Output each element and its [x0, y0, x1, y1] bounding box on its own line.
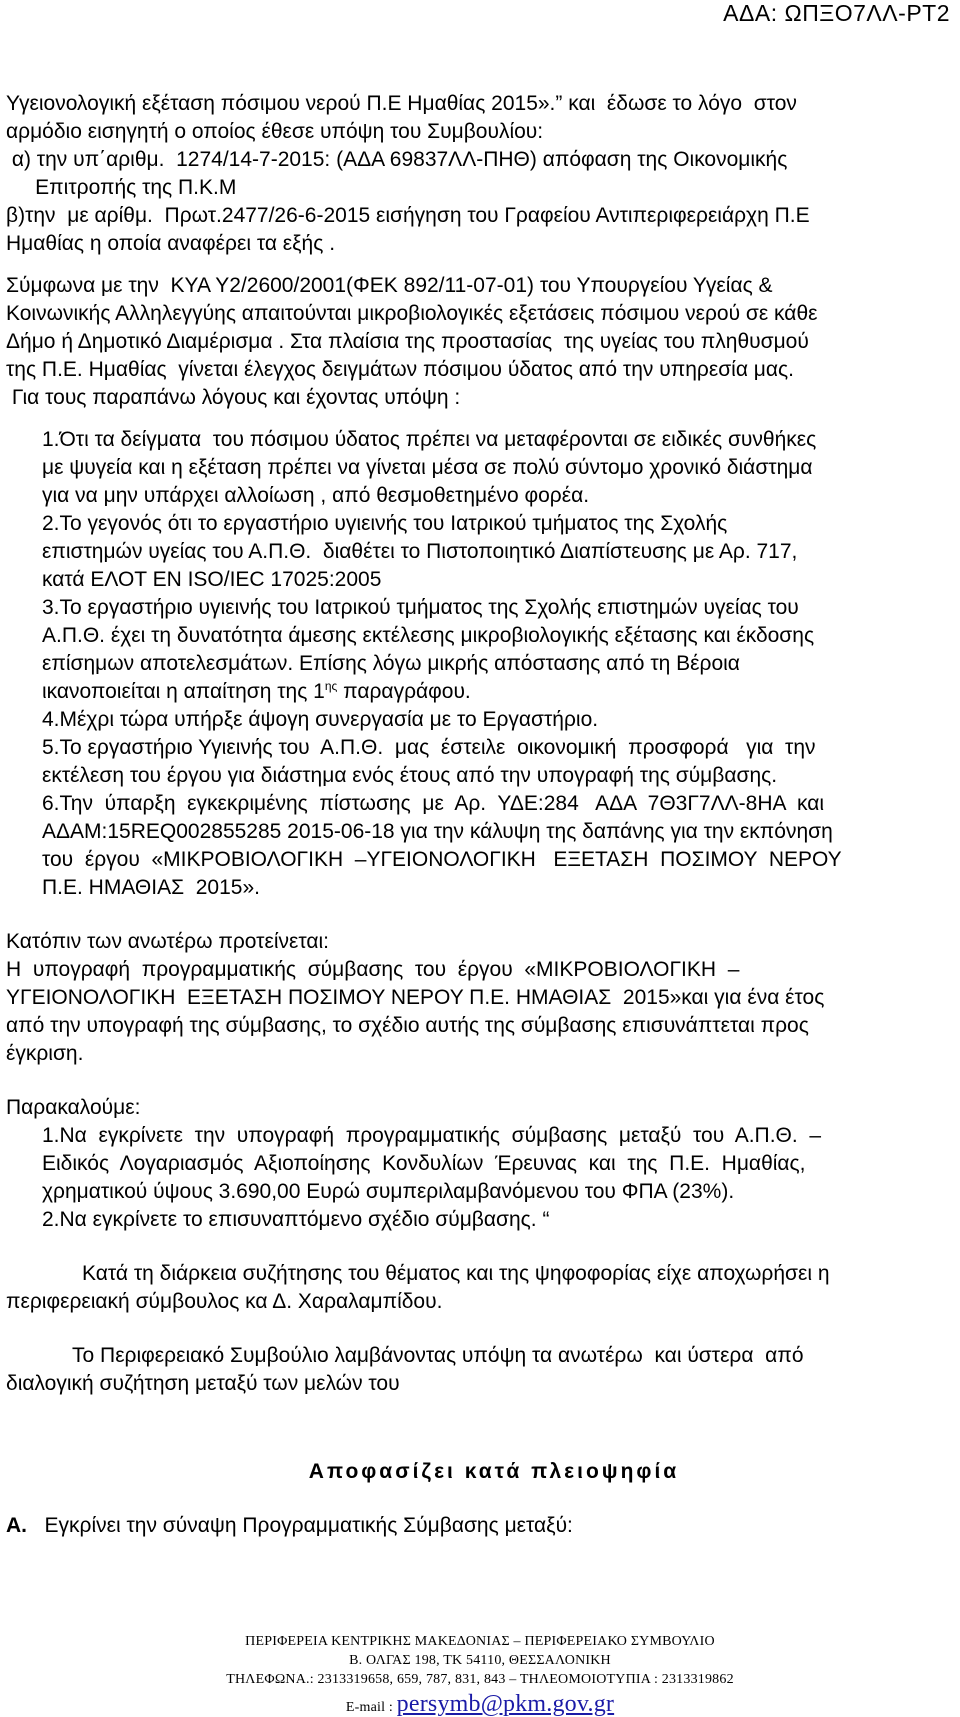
- council-line: Το Περιφερειακό Συμβούλιο λαμβάνοντας υπόψη τα ανωτέρω και ύστερα από: [72, 1344, 804, 1367]
- list-item: του έργου «ΜΙΚΡΟΒΙΟΛΟΓΙΚΗ –ΥΓΕΙΟΝΟΛΟΓΙΚΗ ΕΞΕΤΑΣΗ ΠΟΣΙΜΟΥ ΝΕΡΟΥ: [42, 848, 842, 871]
- list-item: εκτέλεση του έργου για διάστημα ενός έτους από την υπογραφή της σύμβασης.: [42, 764, 778, 787]
- list-item: 1.Ότι τα δείγματα του πόσιμου ύδατος πρέπει να μεταφέρονται σε ειδικές συνθήκες: [42, 428, 817, 451]
- footer-phones: ΤΗΛΕΦΩΝΑ.: 2313319658, 659, 787, 831, 843 – ΤΗΛΕΟΜΟΙΟΤΥΠΙΑ : 2313319862: [226, 1672, 734, 1687]
- beta-line: Ημαθίας η οποία αναφέρει τα εξής .: [6, 232, 336, 255]
- withdraw-line: Κατά τη διάρκεια συζήτησης του θέματος και της ψηφοφορίας είχε αποχωρήσει η: [82, 1262, 830, 1285]
- alpha-line: Επιτροπής της Π.Κ.Μ: [6, 176, 237, 199]
- kya-line: Δήμο ή Δημοτικό Διαμέρισμα . Στα πλαίσια της προστασίας της υγείας του πληθυσμού: [6, 330, 809, 353]
- council-line: διαλογική συζήτηση μεταξύ των μελών του: [6, 1372, 400, 1395]
- footer-org: ΠΕΡΙΦΕΡΕΙΑ ΚΕΝΤΡΙΚΗΣ ΜΑΚΕΔΟΝΙΑΣ – ΠΕΡΙΦΕΡΕΙΑΚΟ ΣΥΜΒΟΥΛΙΟ: [245, 1634, 715, 1649]
- point-a-text: Εγκρίνει την σύναψη Προγραμματικής Σύμβασης μεταξύ:: [44, 1514, 573, 1537]
- email-link[interactable]: persymb@pkm.gov.gr: [396, 1691, 615, 1717]
- page-footer: [0, 1632, 960, 1717]
- list-item: 3.Το εργαστήριο υγιεινής του Ιατρικού τμήματος της Σχολής επιστημών υγείας του: [42, 596, 799, 619]
- list-item: κατά ΕΛΟΤ ΕΝ ISO/IEC 17025:2005: [42, 568, 382, 591]
- list-item: επίσημων αποτελεσμάτων. Επίσης λόγω μικρής απόστασης από τη Βέροια: [42, 652, 740, 675]
- withdraw-line: περιφερειακή σύμβουλος κα Δ. Χαραλαμπίδου.: [6, 1290, 443, 1313]
- footer-address: Β. ΟΛΓΑΣ 198, ΤΚ 54110, ΘΕΣΣΑΛΟΝΙΚΗ: [349, 1653, 611, 1668]
- beta-line: β)την με αρίθμ. Πρωτ.2477/26-6-2015 εισήγηση του Γραφείου Αντιπεριφερειάρχη Π.Ε: [6, 204, 810, 227]
- decision-heading: Αποφασίζει κατά πλειοψηφία: [308, 1460, 680, 1483]
- item3-text: ικανοποιείται η απαίτηση της 1: [42, 680, 325, 703]
- list-item: Π.Ε. ΗΜΑΘΙΑΣ 2015».: [42, 876, 260, 899]
- kya-line: Σύμφωνα με την ΚΥΑ Υ2/2600/2001(ΦΕΚ 892/11-07-01) του Υπουργείου Υγείας &: [6, 274, 773, 297]
- numbered-list: [6, 426, 952, 902]
- list-item: Α.Π.Θ. έχει τη δυνατότητα άμεσης εκτέλεσης μικροβιολογικής εξέτασης και έκδοσης: [42, 624, 815, 647]
- request-item: 1.Να εγκρίνετε την υπογραφή προγραμματικής σύμβασης μεταξύ του Α.Π.Θ. –: [42, 1124, 822, 1147]
- proposal-line: ΥΓΕΙΟΝΟΛΟΓΙΚΗ ΕΞΕΤΑΣΗ ΠΟΣΙΜΟΥ ΝΕΡΟΥ Π.Ε. ΗΜΑΘΙΑΣ 2015»και για ένα έτος: [6, 986, 825, 1009]
- alpha-line: α) την υπ΄αριθμ. 1274/14-7-2015: (ΑΔΑ 69837ΛΛ-ΠΗΘ) απόφαση της Οικονομικής: [6, 148, 788, 171]
- kya-line: Για τους παραπάνω λόγους και έχοντας υπόψη :: [6, 386, 461, 409]
- document-body: [6, 90, 952, 1540]
- list-item: [42, 678, 952, 706]
- list-item: επιστημών υγείας του Α.Π.Θ. διαθέτει το Πιστοποιητικό Διαπίστευσης με Αρ. 717,: [42, 540, 798, 563]
- email-label: E-mail :: [345, 1700, 393, 1715]
- list-item: 5.Το εργαστήριο Υγιεινής του Α.Π.Θ. μας έστειλε οικονομική προσφορά για την: [42, 736, 816, 759]
- kya-line: της Π.Ε. Ημαθίας γίνεται έλεγχος δειγμάτων πόσιμου ύδατος από την υπηρεσία μας.: [6, 358, 795, 381]
- intro-line: αρμόδιο εισηγητή ο οποίος έθεσε υπόψη του Συμβουλίου:: [6, 120, 544, 143]
- list-item: 4.Μέχρι τώρα υπήρξε άψογη συνεργασία με το Εργαστήριο.: [42, 708, 599, 731]
- proposal-line: Κατόπιν των ανωτέρω προτείνεται:: [6, 930, 329, 953]
- list-item: 2.Το γεγονός ότι το εργαστήριο υγιεινής του Ιατρικού τμήματος της Σχολής: [42, 512, 728, 535]
- footer-email-row: [0, 1691, 960, 1717]
- intro-line: Υγειονολογική εξέταση πόσιμου νερού Π.Ε Ημαθίας 2015».” και έδωσε το λόγο στον: [6, 92, 797, 115]
- list-item: ΑΔΑΜ:15REQ002855285 2015-06-18 για την κάλυψη της δαπάνης για την εκπόνηση: [42, 820, 833, 843]
- proposal-line: από την υπογραφή της σύμβασης, το σχέδιο αυτής της σύμβασης επισυνάπτεται προς: [6, 1014, 809, 1037]
- proposal-line: έγκριση.: [6, 1042, 84, 1065]
- ordinal-superscript: ης: [324, 679, 338, 693]
- list-item: 6.Την ύπαρξη εγκεκριμένης πίστωσης με Αρ. ΥΔΕ:284 ΑΔΑ 7Θ3Γ7ΛΛ-8ΗΑ και: [42, 792, 825, 815]
- request-list: [6, 1122, 952, 1234]
- list-item: με ψυγεία και η εξέταση πρέπει να γίνεται μέσα σε πολύ σύντομο χρονικό διάστημα: [42, 456, 813, 479]
- point-a-label: Α.: [6, 1514, 27, 1537]
- list-item: για να μην υπάρχει αλλοίωση , από θεσμοθετημένο φορέα.: [42, 484, 590, 507]
- request-item: χρηματικού ύψους 3.690,00 Ευρώ συμπεριλαμβανόμενου του ΦΠΑ (23%).: [42, 1180, 735, 1203]
- item3-text: παραγράφου.: [337, 680, 471, 703]
- proposal-line: Η υπογραφή προγραμματικής σύμβασης του έργου «ΜΙΚΡΟΒΙΟΛΟΓΙΚΗ –: [6, 958, 740, 981]
- point-a: [6, 1512, 952, 1540]
- kya-line: Κοινωνικής Αλληλεγγύης απαιτούνται μικροβιολογικές εξετάσεις πόσιμου νερού σε κάθε: [6, 302, 818, 325]
- request-item: 2.Να εγκρίνετε το επισυναπτόμενο σχέδιο σύμβασης. “: [42, 1208, 550, 1231]
- request-line: Παρακαλούμε:: [6, 1096, 141, 1119]
- ada-code: ΑΔΑ: ΩΠΞΟ7ΛΛ-ΡΤ2: [723, 0, 950, 26]
- request-item: Ειδικός Λογαριασμός Αξιοποίησης Κονδυλίων Έρευνας και της Π.Ε. Ημαθίας,: [42, 1152, 806, 1175]
